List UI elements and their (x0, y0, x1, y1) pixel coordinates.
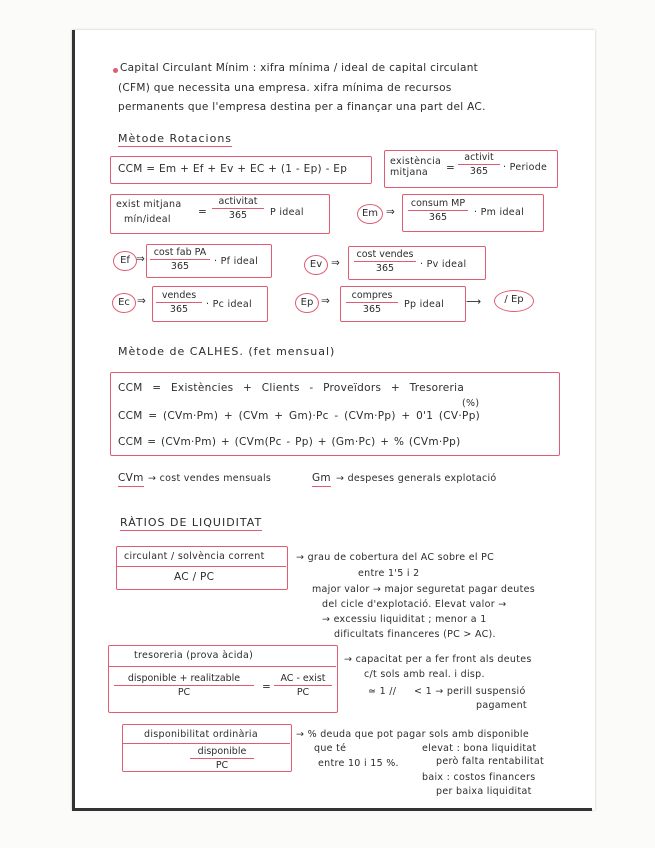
ratio-3-note-1: → % deuda que pot pagar sols amb disponible (296, 729, 529, 740)
ep-numerator: compres (346, 290, 398, 303)
ratio-1-note-4: del cicle d'explotació. Elevat valor → (322, 599, 507, 610)
ratio-2-title: tresoreria (prova àcida) (134, 650, 254, 661)
intro-line-2: (CFM) que necessita una empresa. xifra mínima de recursos (118, 82, 452, 94)
ratio-3-divider (122, 743, 290, 744)
ec-arrow: ⇒ (137, 295, 147, 307)
ec-numerator: vendes (156, 290, 202, 303)
rotacions-heading: Mètode Rotacions (118, 132, 232, 147)
ratio-1-title: circulant / solvència corrent (124, 551, 265, 562)
ratio-2-denominator-2: PC (296, 687, 310, 698)
ef-fraction (150, 247, 210, 272)
gm-description: → despeses generals explotació (336, 473, 497, 484)
ratio-1-formula: AC / PC (174, 571, 215, 583)
em-arrow: ⇒ (386, 206, 396, 218)
ev-numerator: cost vendes (354, 249, 416, 262)
ratio-1-note-1: → grau de cobertura del AC sobre el PC (296, 552, 495, 563)
ccm-formula: CCM = Em + Ef + Ev + EC + (1 - Ep) - Ep (118, 163, 348, 175)
ep-circle: Ep (295, 293, 319, 313)
ev-denominator: 365 (375, 263, 395, 274)
calhes-row-3: CCM = (CVm·Pm) + (CVm(Pc - Pp) + (Gm·Pc) + % (CVm·Pp) (118, 436, 461, 448)
ratio-3-title: disponibilitat ordinària (144, 729, 258, 740)
ep-fraction (346, 290, 398, 315)
ec-fraction (156, 290, 202, 315)
exist-mitjana-label-1: exist mitjana (116, 199, 182, 210)
exist-mitjana-numerator: activitat (212, 196, 264, 209)
ratio-3-denominator: PC (215, 760, 229, 771)
ratio-2-note-1: → capacitat per a fer front als deutes (344, 654, 532, 665)
ep-denominator: 365 (362, 304, 382, 315)
ratio-1-note-2: entre 1'5 i 2 (358, 568, 420, 579)
cvm-description: → cost vendes mensuals (148, 473, 272, 484)
exist-mitjana-equals: = (198, 206, 208, 218)
ec-tail: · Pc ideal (206, 299, 252, 310)
ratio-1-note-5: → excessiu liquiditat ; menor a 1 (322, 614, 487, 625)
ratio-3-note-4: elevat : bona liquiditat (422, 743, 537, 754)
exist-mitjana-fraction (212, 196, 264, 221)
cvm-term: CVm (118, 472, 144, 487)
ratio-2-divider (108, 666, 336, 667)
exist-mitjana-tail: P ideal (270, 207, 304, 218)
existencia-tail: · Periode (503, 162, 548, 173)
em-fraction (408, 198, 468, 223)
exist-mitjana-denominator: 365 (228, 210, 248, 221)
ep-tail: Pp ideal (404, 299, 445, 310)
existencia-fraction (458, 152, 500, 177)
calhes-row-1: CCM = Existències + Clients - Proveïdors + Tresoreria (118, 382, 465, 394)
em-numerator: consum MP (408, 198, 468, 211)
ratio-3-note-5: però falta rentabilitat (436, 756, 545, 767)
ratio-3-note-2: que té (314, 743, 347, 754)
ratio-1-note-6: dificultats financeres (PC > AC). (334, 629, 496, 640)
ratio-3-numerator: disponible (190, 746, 254, 759)
ratio-2-note-4: < 1 → perill suspensió (414, 686, 526, 697)
page-bottom-edge (72, 808, 592, 811)
ev-circle: Ev (304, 255, 328, 275)
ratio-1-divider (116, 566, 286, 567)
ep-arrow: ⇒ (321, 295, 331, 307)
ratio-2-note-5: pagament (476, 700, 527, 711)
ef-tail: · Pf ideal (214, 256, 259, 267)
bullet-dot (113, 68, 118, 73)
ep-result-arrow: ⟶ (466, 296, 482, 308)
ratio-2-denominator-1: PC (177, 687, 191, 698)
ef-circle: Ef (113, 251, 137, 271)
ef-denominator: 365 (170, 261, 190, 272)
em-denominator: 365 (428, 212, 448, 223)
ratio-2-fraction-1 (114, 673, 254, 698)
ef-arrow: ⇒ (136, 253, 146, 265)
existencia-label: existència mitjana (390, 156, 442, 179)
ratio-2-fraction-2 (274, 673, 332, 698)
intro-line-1: Capital Circulant Mínim : xifra mínima / ideal de capital circulant (120, 62, 479, 74)
em-tail: · Pm ideal (474, 207, 525, 218)
ratio-2-numerator-1: disponible + realitzable (114, 673, 254, 686)
exist-mitjana-label-2: mín/ideal (124, 214, 171, 225)
ratio-2-note-2: c/t sols amb real. i disp. (364, 669, 485, 680)
ep-result-circle: / Ep (494, 290, 534, 312)
calhes-heading: Mètode de CALHES. (fet mensual) (118, 345, 336, 358)
ec-denominator: 365 (169, 304, 189, 315)
existencia-denominator: 365 (469, 166, 489, 177)
existencia-numerator: activit (458, 152, 500, 165)
ratio-3-fraction (190, 746, 254, 771)
ratio-2-note-3: ≃ 1 // (368, 686, 397, 697)
ef-numerator: cost fab PA (150, 247, 210, 260)
ratio-2-equals: = (262, 681, 272, 693)
ratios-heading: RÀTIOS DE LIQUIDITAT (120, 516, 262, 531)
ev-fraction (354, 249, 416, 274)
existencia-equals: = (446, 162, 456, 174)
calhes-row-1-note: (%) (462, 398, 480, 409)
calhes-row-2: CCM = (CVm·Pm) + (CVm + Gm)·Pc - (CVm·Pp) + 0'1 (CV·Pp) (118, 410, 481, 422)
ratio-1-note-3: major valor → major seguretat pagar deutes (312, 584, 536, 595)
ev-arrow: ⇒ (331, 257, 341, 269)
ev-tail: · Pv ideal (420, 259, 467, 270)
gm-term: Gm (312, 472, 331, 487)
ratio-2-numerator-2: AC - exist (274, 673, 332, 686)
ec-circle: Ec (112, 293, 136, 313)
intro-line-3: permanents que l'empresa destina per a finançar una part del AC. (118, 101, 486, 113)
ratio-3-note-3: entre 10 i 15 %. (318, 758, 399, 769)
ratio-3-note-6: baix : costos financers (422, 772, 536, 783)
ratio-3-note-7: per baixa liquiditat (436, 786, 532, 797)
em-circle: Em (357, 204, 383, 224)
